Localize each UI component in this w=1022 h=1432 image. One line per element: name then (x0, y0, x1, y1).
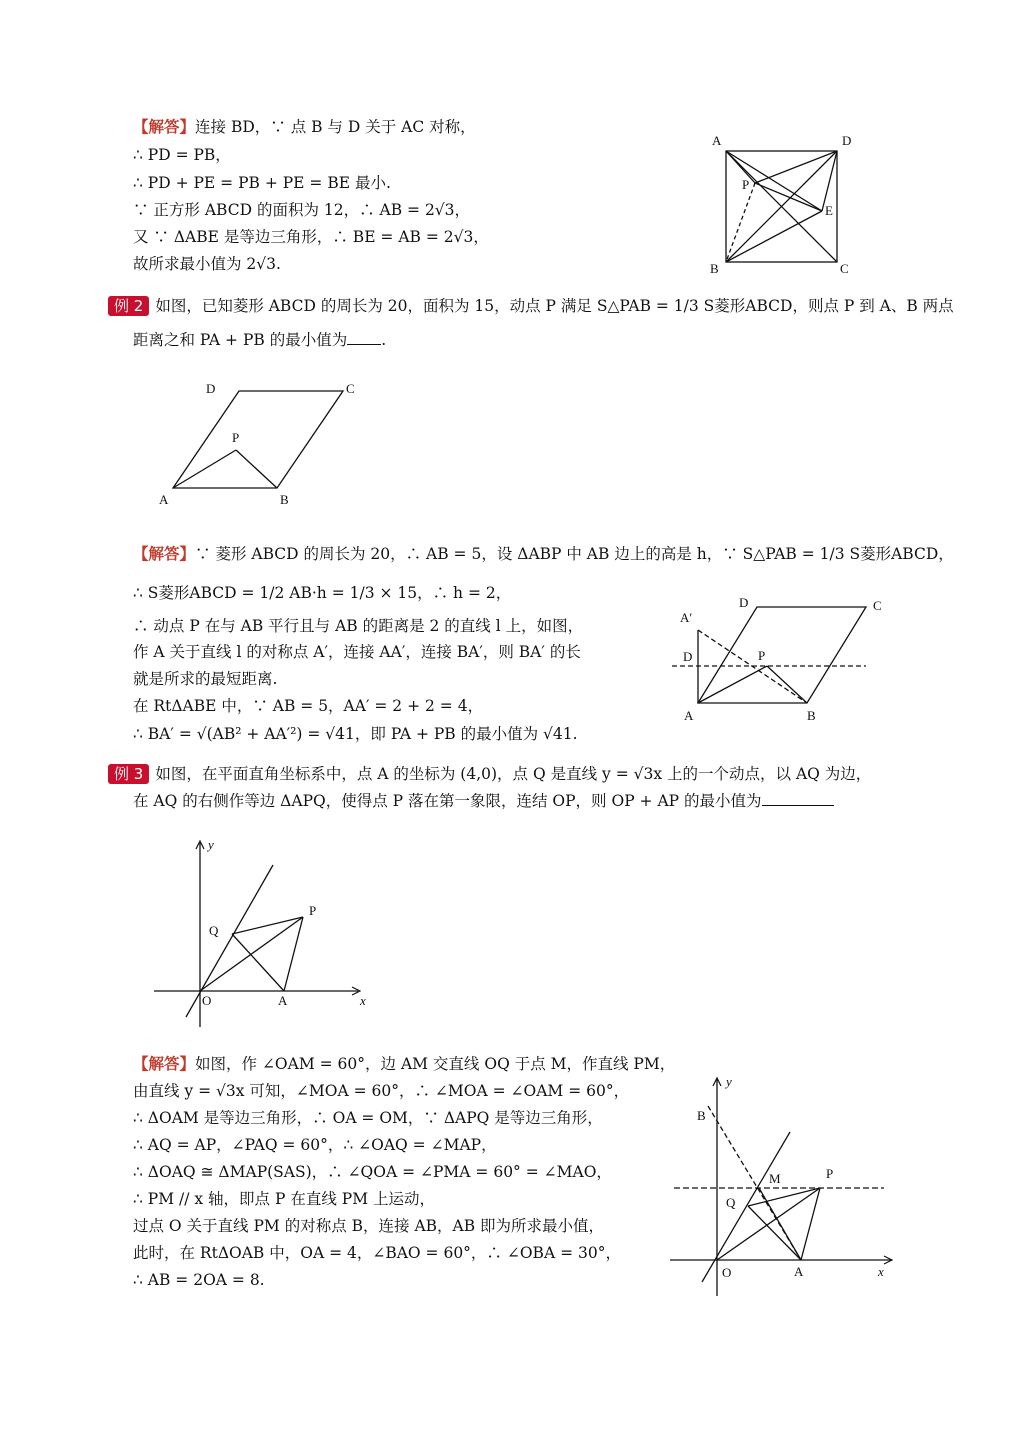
solution-3-line-4: ∴ AQ = AP，∠PAQ = 60°，∴ ∠OAQ = ∠MAP， (133, 1136, 497, 1154)
rhombus-abcd (173, 391, 343, 488)
solution-3-line-5: ∴ ΔOAQ ≅ ΔMAP(SAS)，∴ ∠QOA = ∠PMA = 60° = ∠MAO， (133, 1163, 612, 1181)
label-o: O (202, 993, 212, 1008)
segment-pb-dashed (726, 183, 755, 262)
label-d: D (739, 595, 749, 610)
label-b: B (710, 261, 719, 276)
solution-2-line-3: ∴ 动点 P 在与 AB 平行且与 AB 的距离是 2 的直线 l 上，如图， (133, 617, 584, 635)
answer-tag: 【解答】 (133, 117, 196, 136)
label-p: P (309, 903, 317, 918)
solution-3-line-8: 此时，在 RtΔOAB 中，OA = 4，∠BAO = 60°，∴ ∠OBA = 30°， (133, 1244, 621, 1262)
square-figure (700, 125, 870, 285)
example-3-line-2: 在 AQ 的右侧作等边 ΔAPQ，使得点 P 落在第一象限，连结 OP，则 OP + AP 的最小值为 (133, 791, 834, 811)
label-p: P (742, 177, 750, 192)
solution-1-line-4: ∵ 正方形 ABCD 的面积为 12，∴ AB = 2√3， (133, 201, 471, 219)
label-x: x (878, 1264, 884, 1279)
solution-3-line-1: 【解答】如图，作 ∠OAM = 60°，边 AM 交直线 OQ 于点 M，作直线 PM， (133, 1054, 676, 1073)
label-c: C (873, 598, 882, 613)
label-a: A (684, 708, 694, 723)
segment-be (726, 211, 822, 262)
solution-2-line-2: ∴ S菱形ABCD = 1/2 AB·h = 1/3 × 15，∴ h = 2， (133, 584, 512, 602)
label-a: A (278, 993, 288, 1008)
answer-tag: 【解答】 (133, 1054, 196, 1073)
solution-1-line-1: 【解答】连接 BD，∵ 点 B 与 D 关于 AC 对称， (133, 117, 476, 136)
coordinate-figure (150, 835, 380, 1035)
label-d: D (206, 381, 216, 396)
solution-3-line-9: ∴ AB = 2OA = 8. (133, 1271, 265, 1289)
label-a: A (794, 1264, 804, 1279)
label-c: C (840, 261, 849, 276)
solution-1-line-3: ∴ PD + PE = PB + PE = BE 最小. (133, 174, 391, 192)
solution-2-line-6: 在 RtΔABE 中，∵ AB = 5，AA′ = 2 + 2 = 4， (133, 697, 484, 715)
rhombus-reflection-figure (670, 590, 900, 725)
solution-1-line-2: ∴ PD = PB， (133, 146, 231, 164)
coordinate-reflection-figure (670, 1070, 900, 1305)
example-2-line-1: 例 2 如图，已知菱形 ABCD 的周长为 20，面积为 15，动点 P 满足 S△PAB = 1/3 S菱形ABCD，则点 P 到 A、B 两点 (108, 296, 954, 316)
label-p: P (232, 430, 240, 445)
label-o: O (722, 1265, 732, 1280)
answer-tag: 【解答】 (133, 544, 196, 563)
solution-3-line-2: 由直线 y = √3x 可知，∠MOA = 60°，∴ ∠MOA = ∠OAM = 60°， (133, 1082, 630, 1100)
solution-1-line-5: 又 ∵ ΔABE 是等边三角形，∴ BE = AB = 2√3， (133, 228, 489, 246)
label-d-point: D (683, 649, 693, 664)
label-q: Q (209, 923, 219, 938)
example-badge: 例 3 (108, 764, 149, 784)
segment-qp (232, 917, 303, 934)
solution-2-line-1: 【解答】∵ 菱形 ABCD 的周长为 20，∴ AB = 5，设 ΔABP 中 AB 边上的高是 h，∵ S△PAB = 1/3 S菱形ABCD， (133, 544, 954, 563)
label-y: y (208, 837, 214, 852)
label-x: x (360, 993, 366, 1008)
solution-3-line-6: ∴ PM // x 轴，即点 P 在直线 PM 上运动， (133, 1190, 435, 1208)
example-3-line-1: 例 3 如图，在平面直角坐标系中，点 A 的坐标为 (4,0)，点 Q 是直线 y = √3x 上的一个动点，以 AQ 为边， (108, 764, 871, 784)
label-p: P (826, 1166, 834, 1181)
label-m: M (769, 1171, 781, 1186)
label-c: C (346, 381, 355, 396)
label-p: P (758, 648, 766, 663)
label-a: A (712, 133, 722, 148)
label-e: E (825, 203, 833, 218)
rhombus-abcd (698, 607, 866, 703)
label-d: D (842, 133, 852, 148)
solution-3-line-3: ∴ ΔOAM 是等边三角形，∴ OA = OM，∵ ΔAPQ 是等边三角形， (133, 1109, 603, 1127)
example-badge: 例 2 (108, 296, 149, 316)
answer-blank (762, 791, 834, 806)
solution-2-line-4: 作 A 关于直线 l 的对称点 A′，连接 AA′，连接 BA′，则 BA′ 的长 (133, 643, 581, 661)
solution-3-line-7: 过点 O 关于直线 PM 的对称点 B，连接 AB，AB 即为所求最小值， (133, 1217, 605, 1235)
label-a-prime: A′ (680, 610, 693, 625)
solution-2-line-7: ∴ BA′ = √(AB² + AA′²) = √41，即 PA + PB 的最小值为 √41. (133, 725, 578, 743)
label-a: A (159, 492, 169, 507)
rhombus-figure (150, 375, 380, 510)
example-2-line-2: 距离之和 PA + PB 的最小值为 . (133, 331, 387, 349)
label-q: Q (726, 1195, 736, 1210)
solution-2-line-5: 就是所求的最短距离. (133, 670, 278, 688)
line-y-sqrt3x (186, 865, 273, 1017)
label-b: B (807, 708, 816, 723)
answer-blank (347, 330, 381, 345)
solution-1-line-6: 故所求最小值为 2√3. (133, 255, 281, 273)
label-y: y (726, 1074, 732, 1089)
label-b: B (280, 492, 289, 507)
label-b: B (697, 1108, 706, 1123)
